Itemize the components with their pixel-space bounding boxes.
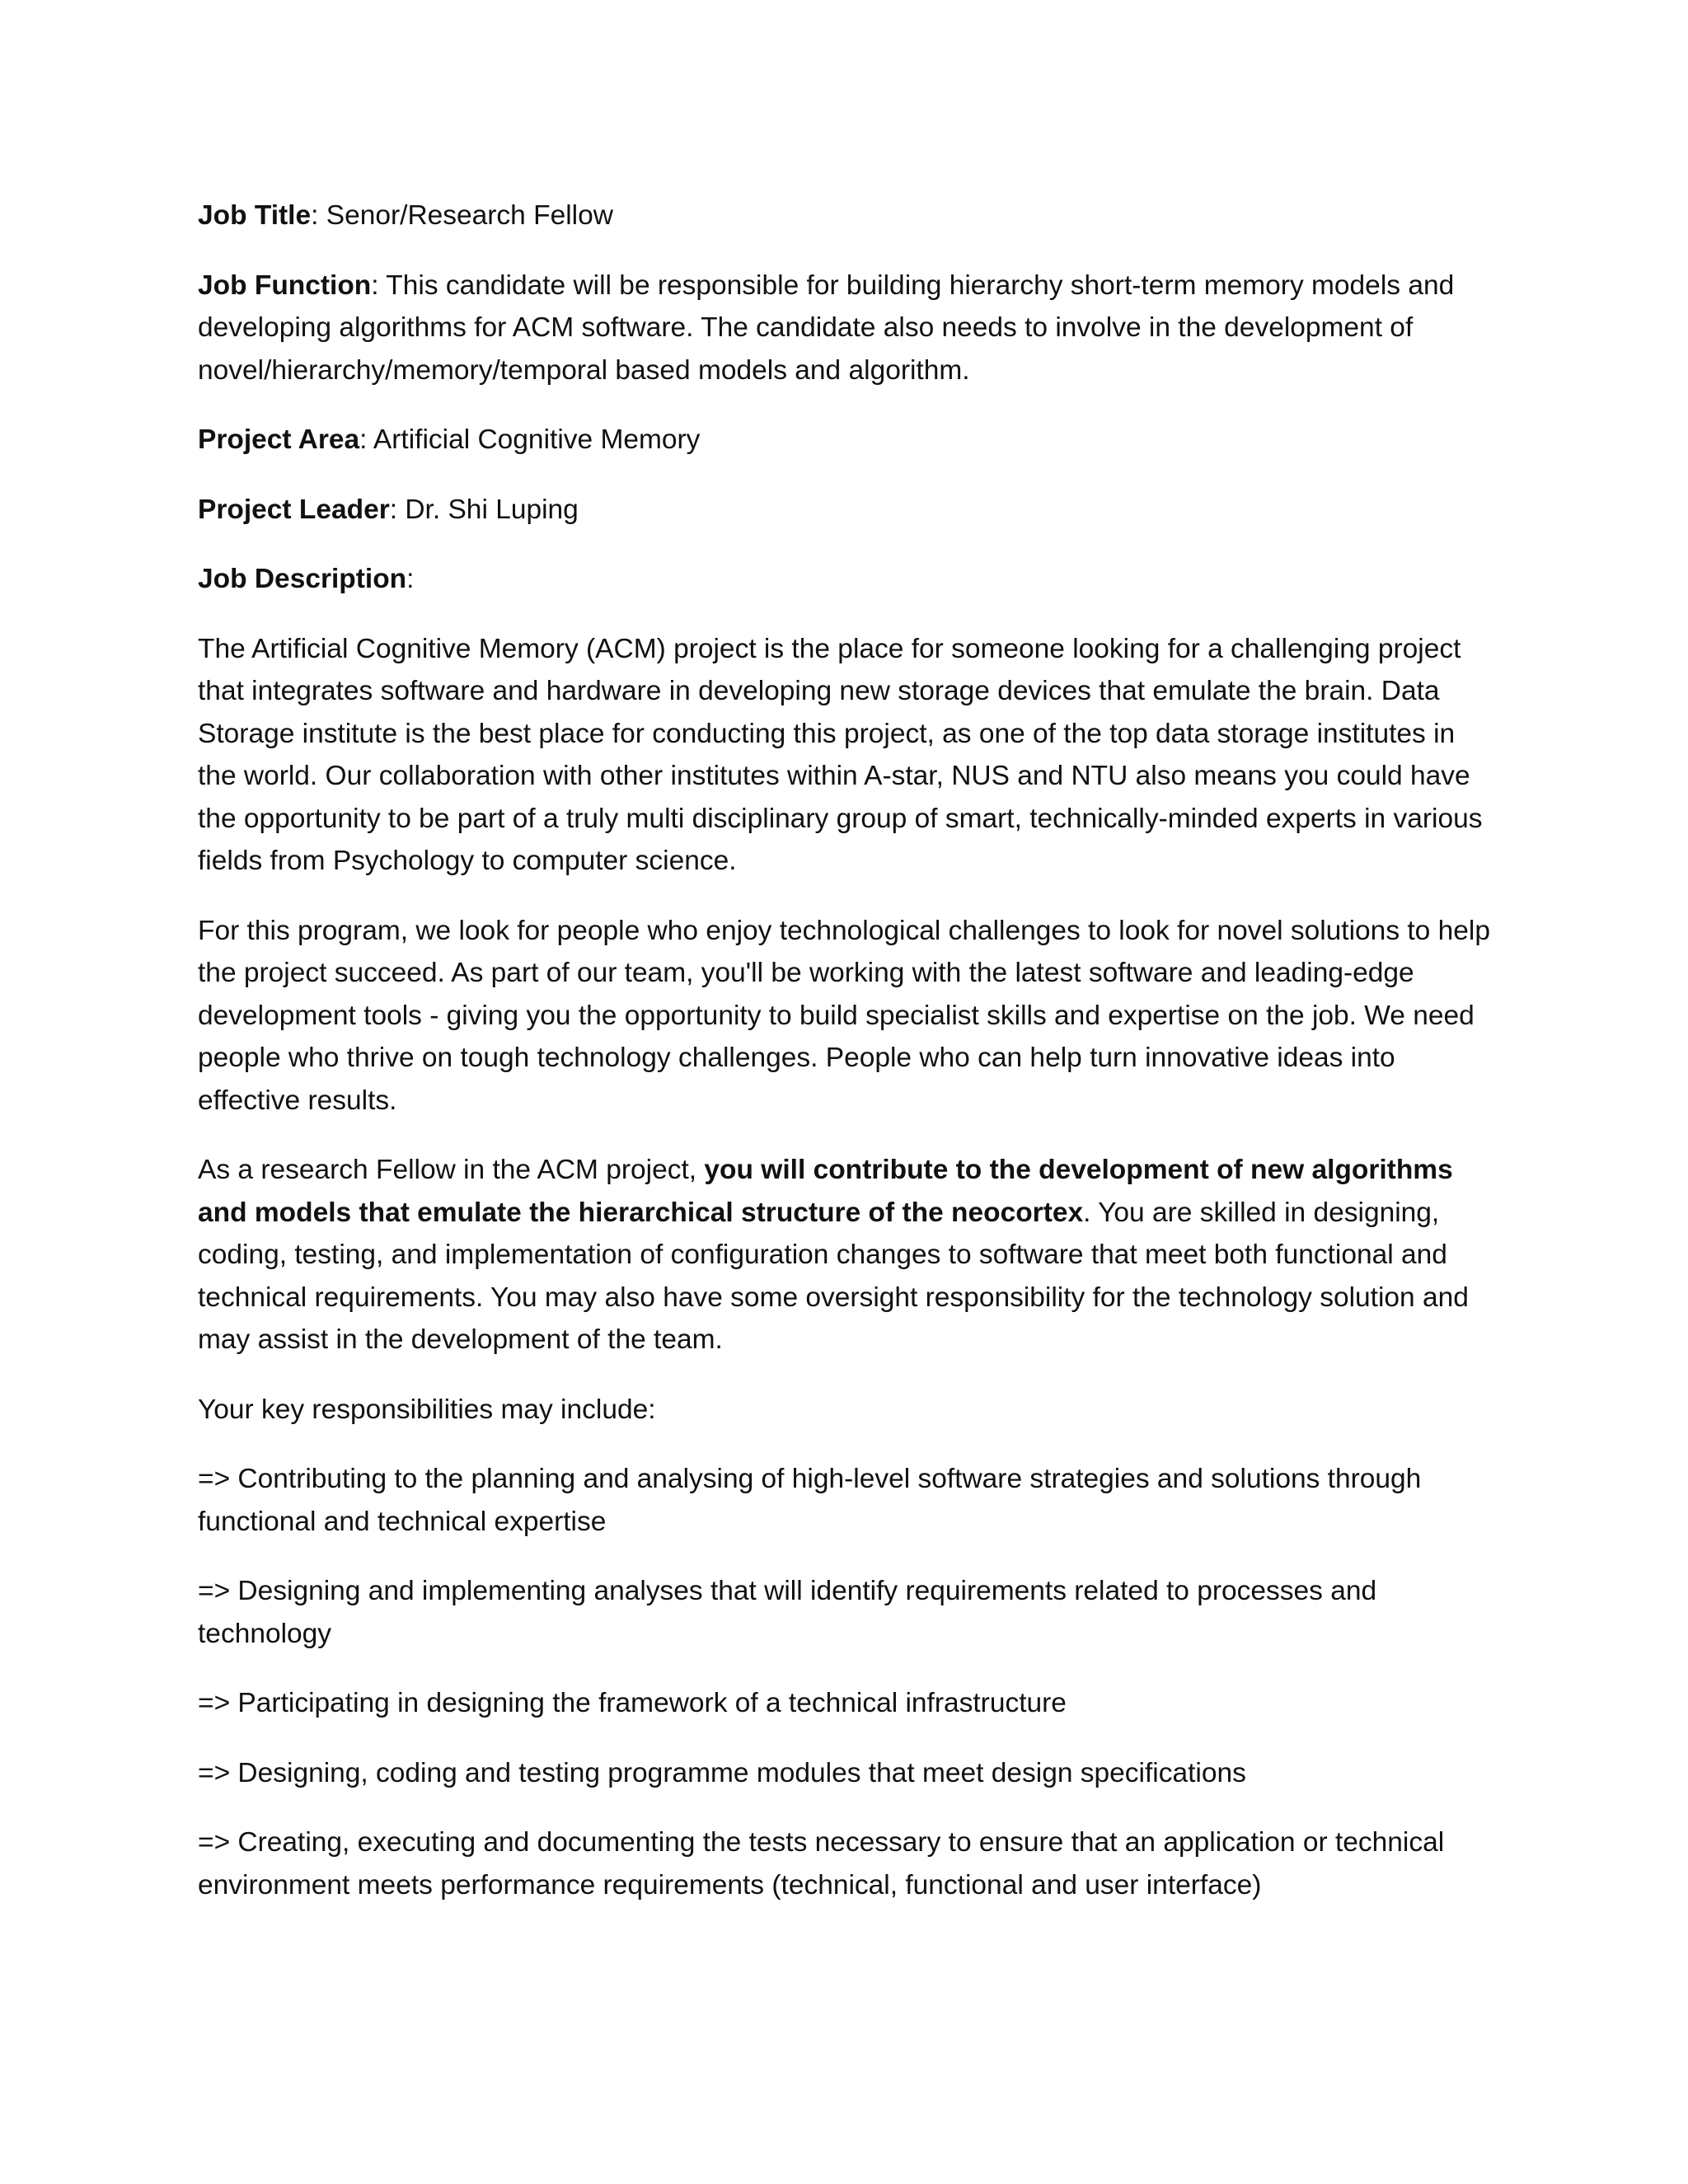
description-paragraph-2: For this program, we look for people who enjoy technological challenges to look for novel solutions to help the project succeed. As part of our team, you'll be working with the latest software and leading-edge development tools - giving you the opportunity to build specialist skills and expertise on the job. We need people who thrive on tough technology challenges. People who can help turn innovative ideas into effective results. (198, 915, 1490, 1116)
job-function-paragraph (198, 265, 1493, 392)
project-leader-line (198, 489, 1493, 532)
job-function-value: : This candidate will be responsible for building hierarchy short-term memory models and developing algorithms for ACM software. The candidate also needs to involve in the development of novel/hierarchy/memory/temporal based models and algorithm. (198, 269, 1455, 386)
job-function-label: Job Function (198, 269, 372, 301)
job-title-value: : Senor/Research Fellow (311, 200, 613, 231)
document-page (198, 194, 1493, 1933)
description-paragraph-3 (198, 1149, 1493, 1361)
project-leader-value: : Dr. Shi Luping (389, 494, 579, 525)
responsibility-item: => Participating in designing the framework of a technical infrastructure (198, 1688, 1067, 1718)
project-area-line (198, 419, 1493, 462)
project-leader-label: Project Leader (198, 494, 390, 525)
para3-bold-text: you will contribute to the development of new algorithms and models that emulate the hierarchical structure of the neocortex (198, 1155, 1453, 1228)
para3-end: . You are skilled in designing, coding, testing, and implementation of configuration changes to software that meet both functional and technical requirements. You may also have some oversight responsibility for the technology solution and may assist in the development of the team. (198, 1197, 1469, 1355)
job-description-heading (198, 558, 1493, 601)
project-area-label: Project Area (198, 424, 360, 455)
responsibility-item: => Creating, executing and documenting the tests necessary to ensure that an application or technical environment meets performance requirements (technical, functional and user interface) (198, 1827, 1445, 1900)
responsibility-item: => Contributing to the planning and analysing of high-level software strategies and solutions through functional and technical expertise (198, 1464, 1422, 1537)
job-title-label: Job Title (198, 200, 312, 231)
project-area-value: : Artificial Cognitive Memory (359, 424, 701, 455)
para3-start: As a research Fellow in the ACM project, (198, 1155, 705, 1185)
job-description-label: Job Description (198, 564, 407, 594)
job-title-line (198, 194, 1493, 237)
responsibility-item: => Designing, coding and testing programme modules that meet design specifications (198, 1757, 1246, 1788)
responsibilities-intro: Your key responsibilities may include: (198, 1394, 656, 1425)
description-paragraph-1: The Artificial Cognitive Memory (ACM) project is the place for someone looking for a challenging project that integrates software and hardware in developing new storage devices that emulate the brain. Data Storage institute is the best place for conducting this project, as one of the top data storage institutes in the world. Our collaboration with other institutes within A-star, NUS and NTU also means you could have the opportunity to be part of a truly multi disciplinary group of smart, technically-minded experts in various fields from Psychology to computer science. (198, 633, 1483, 876)
job-description-colon: : (406, 564, 415, 594)
responsibility-item: => Designing and implementing analyses that will identify requirements related to processes and technology (198, 1576, 1377, 1649)
